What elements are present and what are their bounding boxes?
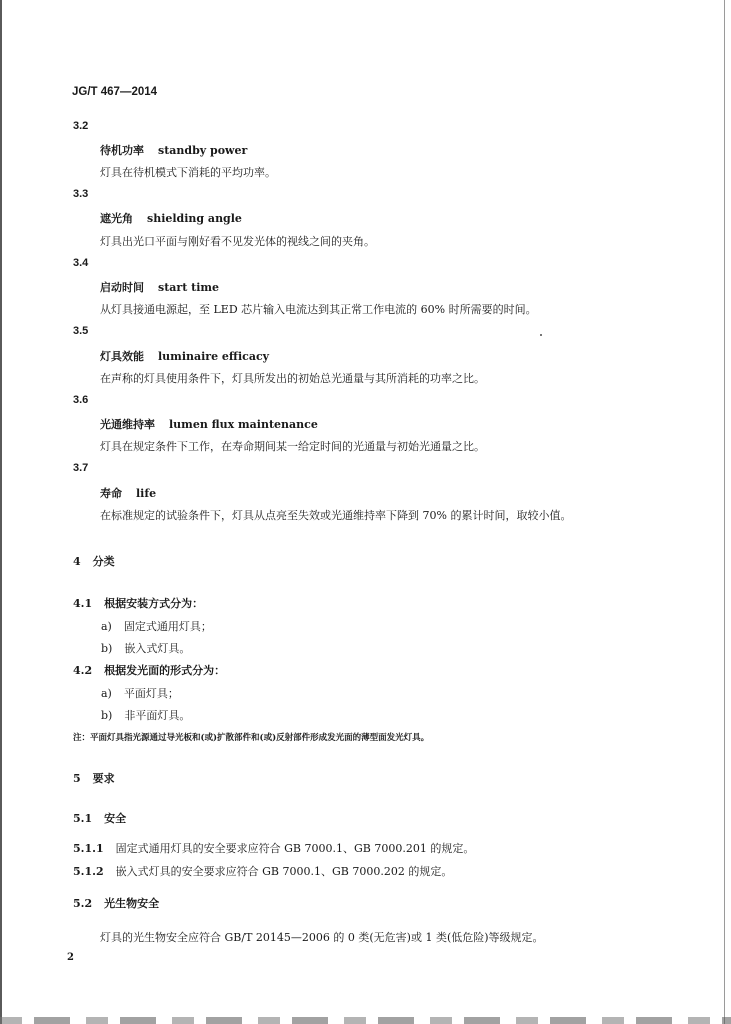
- document-header: JG/T 467—2014: [72, 86, 158, 98]
- term-heading: [100, 279, 219, 295]
- scan-bottom-edge: [0, 1017, 731, 1024]
- section-5-heading: [73, 770, 115, 786]
- subsection-number: 5.1.2: [73, 865, 104, 878]
- term-en: life: [136, 487, 157, 500]
- term-heading: [100, 348, 269, 364]
- term-zh: 寿命: [100, 487, 122, 500]
- term-en: shielding angle: [147, 212, 242, 225]
- clause-number: 3.5: [73, 325, 89, 337]
- subsection-number: 5.2: [73, 897, 93, 910]
- term-definition: 在声称的灯具使用条件下，灯具所发出的初始总光通量与其所消耗的功率之比。: [100, 372, 485, 385]
- section-number: 5: [73, 772, 81, 785]
- note-text: 注：平面灯具指光源通过导光板和(或)扩散部件和(或)反射部件形成发光面的薄型面发光灯具。: [73, 733, 430, 743]
- term-zh: 待机功率: [100, 144, 144, 157]
- term-zh: 光通维持率: [100, 418, 155, 431]
- term-definition: 在标准规定的试验条件下，灯具从点亮至失效或光通维持率下降到 70% 的累计时间，取较小值。: [100, 509, 572, 522]
- list-item: [101, 618, 212, 634]
- scan-edge-right: [724, 0, 725, 1024]
- term-en: start time: [158, 281, 220, 294]
- term-heading: [100, 485, 156, 501]
- term-definition: 灯具在待机模式下消耗的平均功率。: [100, 166, 276, 179]
- subsection-5-2-text: 灯具的光生物安全应符合 GB/T 20145—2006 的 0 类(无危害)或 1 类(低危险)等级规定。: [100, 931, 544, 944]
- subsection-title: 根据安装方式分为：: [104, 597, 204, 610]
- section-4-heading: [73, 553, 115, 569]
- term-zh: 灯具效能: [100, 350, 144, 363]
- scan-edge-left: [0, 0, 2, 1024]
- subsection-text: 嵌入式灯具的安全要求应符合 GB 7000.1、GB 7000.202 的规定。: [115, 865, 453, 878]
- clause-number: 3.6: [73, 394, 89, 406]
- subsection-number: 4.2: [73, 664, 93, 677]
- term-definition: 灯具出光口平面与刚好看不见发光体的视线之间的夹角。: [100, 235, 375, 248]
- term-definition: 灯具在规定条件下工作，在寿命期间某一给定时间的光通量与初始光通量之比。: [100, 440, 485, 453]
- term-en: lumen flux maintenance: [169, 418, 318, 431]
- list-item: [101, 707, 190, 723]
- section-title: 分类: [92, 555, 115, 568]
- subsection-title: 安全: [104, 812, 127, 825]
- term-zh: 遮光角: [100, 212, 133, 225]
- subsection-title: 根据发光面的形式分为：: [104, 664, 226, 677]
- subsection-number: 5.1.1: [73, 842, 104, 855]
- list-text: 嵌入式灯具。: [124, 642, 191, 655]
- term-en: standby power: [158, 144, 248, 157]
- list-item: [101, 640, 190, 656]
- section-title: 要求: [92, 772, 115, 785]
- term-definition: 从灯具接通电源起，至 LED 芯片输入电流达到其正常工作电流的 60% 时所需要的时间。: [100, 303, 537, 316]
- subsection-5-1: [73, 810, 126, 826]
- list-marker: a): [101, 620, 112, 633]
- list-text: 平面灯具；: [123, 687, 179, 700]
- term-heading: [100, 142, 247, 158]
- term-zh: 启动时间: [100, 281, 144, 294]
- subsection-5-2: [73, 895, 159, 911]
- subsection-title: 光生物安全: [104, 897, 160, 910]
- clause-number: 3.4: [73, 257, 89, 269]
- subsection-5-1-1: [73, 840, 474, 856]
- clause-number: 3.2: [73, 120, 89, 132]
- subsection-number: 5.1: [73, 812, 93, 825]
- clause-number: 3.3: [73, 188, 89, 200]
- list-text: 固定式通用灯具；: [123, 620, 212, 633]
- subsection-5-1-2: [73, 863, 452, 879]
- subsection-4-2: [73, 662, 225, 678]
- subsection-text: 固定式通用灯具的安全要求应符合 GB 7000.1、GB 7000.201 的规定。: [115, 842, 475, 855]
- page-number: 2: [67, 952, 74, 963]
- list-marker: b): [101, 642, 113, 655]
- list-marker: b): [101, 709, 113, 722]
- section-number: 4: [73, 555, 81, 568]
- list-item: [101, 685, 179, 701]
- list-marker: a): [101, 687, 112, 700]
- term-heading: [100, 416, 318, 432]
- clause-number: 3.7: [73, 462, 89, 474]
- subsection-4-1: [73, 595, 203, 611]
- subsection-number: 4.1: [73, 597, 93, 610]
- scan-speck: [540, 334, 542, 336]
- term-en: luminaire efficacy: [158, 350, 270, 363]
- list-text: 非平面灯具。: [124, 709, 191, 722]
- term-heading: [100, 210, 242, 226]
